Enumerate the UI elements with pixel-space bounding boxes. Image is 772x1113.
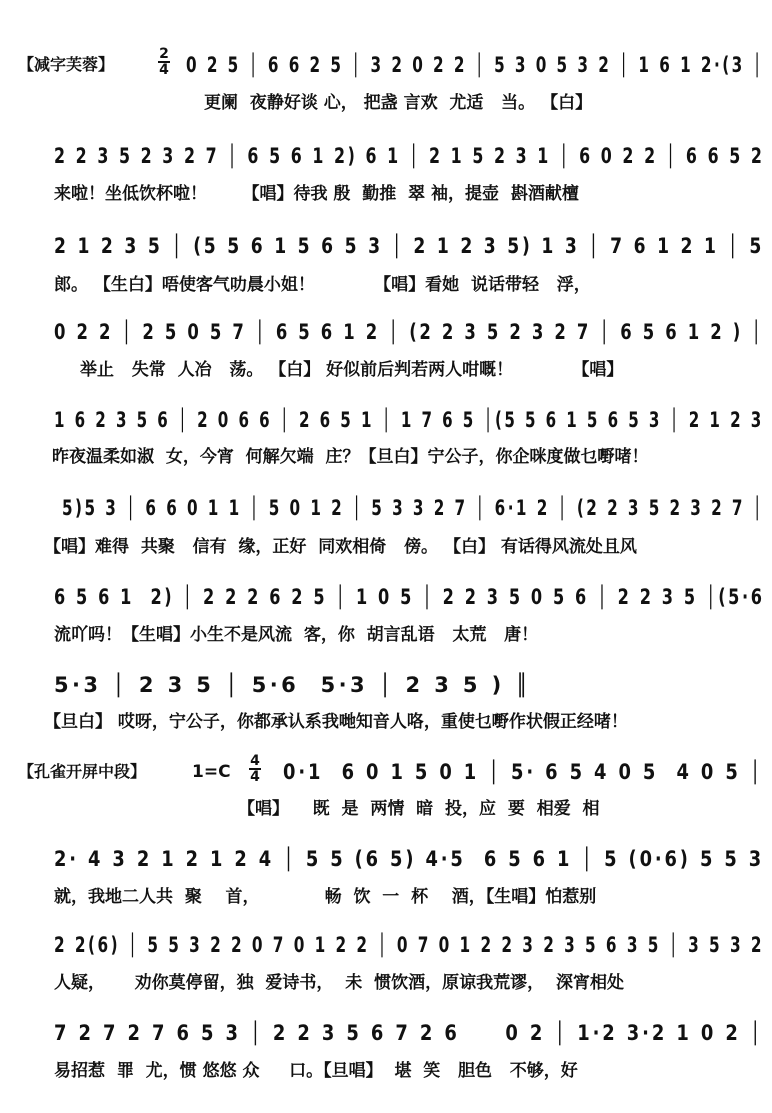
notation-line-4: 0 2 2 │ 2 5 0 5 7 │ 6 5 6 1 2 │ (2 2 3 5 2 3 2 7 │ 6 5 6 1 2 ) │: [54, 320, 764, 344]
notation-line-2: 2 2 3 5 2 3 2 7 │ 6 5 6 1 2) 6 1 │ 2 1 5 2 3 1 │ 6 0 2 2 │ 6 6 5 2: [54, 144, 765, 168]
meter-top: 2: [159, 46, 169, 62]
time-signature-4-4: [248, 754, 262, 784]
meter-bottom: 4: [250, 769, 260, 785]
notation-line-8: 5·3 │ 2 3 5 │ 5·6 5·3 │ 2 3 5 ) ║: [54, 673, 532, 697]
lyric-line-5: 昨夜温柔如淑 女，今宵 何解欠端 庄？【旦白】宁公子，你企咪度做乜嘢啫！: [52, 447, 649, 467]
notation-line-9: 0·1 6 0 1 5 0 1 │ 5· 6 5 4 0 5 4 0 5 │: [283, 760, 764, 784]
lyric-line-9: 【唱】 既 是 两情 暗 投，应 要 相爱 相: [238, 799, 600, 819]
notation-line-1: 0 2 5 │ 6 6 2 5 │ 3 2 0 2 2 │ 5 3 0 5 3 2 │ 1 6 1 2·(3 │: [186, 53, 765, 77]
lyric-line-4: 举止 失常 人冶 荡。 【白】 好似前后判若两人咁嘅！ 【唱】: [80, 360, 624, 380]
lyric-line-6: 【唱】难得 共聚 信有 缘，正好 同欢相倚 傍。 【白】 有话得风流处且风: [44, 537, 637, 557]
lyric-line-1: 更阑 夜静好谈 心， 把盏 言欢 尤适 当。 【白】: [204, 93, 593, 113]
meter-top: 4: [250, 753, 260, 769]
lyric-line-11: 人疑， 劝你莫停留，独 爱诗书， 未 惯饮酒，原谅我荒谬， 深宵相处: [54, 973, 624, 993]
section-title-jianzi-furong: 【减字芙蓉】: [18, 55, 115, 74]
lyric-line-7: 流吖吗！【生唱】小生不是风流 客，你 胡言乱语 太荒 唐！: [54, 625, 539, 645]
lyric-line-12: 易招惹 罪 尤，惯 悠悠 众 口。【旦唱】 堪 笑 胆色 不够，好: [54, 1061, 578, 1081]
key-signature: 1=C: [192, 762, 231, 782]
lyric-line-3: 郎。 【生白】唔使客气叻晨小姐！ 【唱】看她 说话带轻 浮，: [54, 275, 591, 295]
meter-bottom: 4: [159, 62, 169, 78]
notation-line-6: 5)5 3 │ 6 6 0 1 1 │ 5 0 1 2 │ 5 3 3 2 7 │ 6·1 2 │ (2 2 3 5 2 3 2 7 │: [62, 496, 765, 520]
time-signature-2-4: [157, 47, 171, 77]
lyric-line-10: 就，我地二人共 聚 首， 畅 饮 一 杯 酒，【生唱】怕惹别: [54, 887, 597, 907]
lyric-line-8: 【旦白】 哎呀，宁公子，你都承认系我哋知音人咯，重使乜嘢作状假正经啫！: [44, 712, 628, 732]
lyric-line-2: 来啦！坐低饮杯啦！ 【唱】待我 殷 勤推 翠 袖，提壶 斟酒献檀: [54, 184, 579, 204]
notation-line-11: 2 2(6) │ 5 5 3 2 2 0 7 0 1 2 2 │ 0 7 0 1 2 2 3 2 3 5 6 3 5 │ 3 5 3 2: [54, 933, 764, 957]
notation-line-7: 6 5 6 1 2) │ 2 2 2 6 2 5 │ 1 0 5 │ 2 2 3 5 0 5 6 │ 2 2 3 5 │(5·6: [54, 585, 765, 609]
notation-line-5: 1 6 2 3 5 6 │ 2 0 6 6 │ 2 6 5 1 │ 1 7 6 5 │(5 5 6 1 5 6 5 3 │ 2 1 2 3: [54, 408, 764, 432]
notation-line-12: 7 2 7 2 7 6 5 3 │ 2 2 3 5 6 7 2 6 0 2 │ 1·2 3·2 1 0 2 │: [54, 1021, 764, 1045]
notation-line-10: 2· 4 3 2 1 2 1 2 4 │ 5 5 (6 5) 4·5 6 5 6 1 │ 5 (0·6) 5 5 3: [54, 847, 765, 871]
notation-line-3: 2 1 2 3 5 │ (5 5 6 1 5 6 5 3 │ 2 1 2 3 5) 1 3 │ 7 6 1 2 1 │ 5: [54, 234, 765, 258]
section-title-kongque-kaiping: 【孔雀开屏中段】: [18, 762, 147, 781]
